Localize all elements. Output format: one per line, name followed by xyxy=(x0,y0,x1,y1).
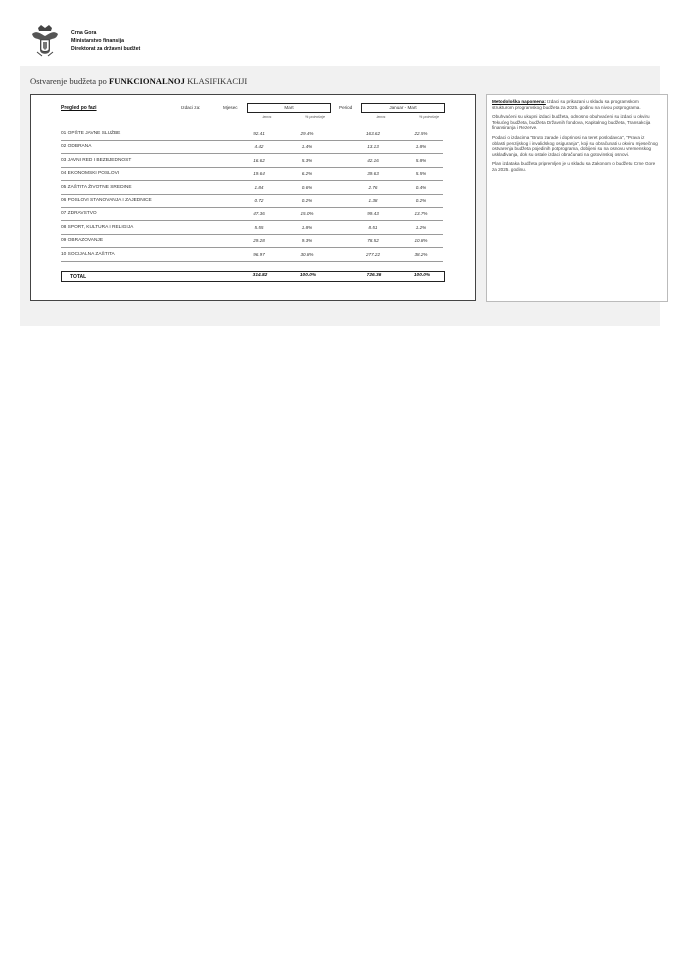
row-m-pct: 0.6% xyxy=(301,184,313,190)
col-month-percent: % potrošnje xyxy=(304,115,326,119)
col-period-amount: iznos xyxy=(376,115,386,119)
row-m-pct: 1.4% xyxy=(301,144,313,150)
period-select[interactable]: Januar - Mart xyxy=(361,103,445,113)
month-label: Mjesec xyxy=(223,105,238,110)
header-country: Crna Gora xyxy=(71,30,97,36)
row-p-pct: 38.2% xyxy=(414,251,428,257)
methodology-notes xyxy=(486,94,668,302)
row-p-pct: 5.5% xyxy=(415,171,427,177)
row-label: 01 OPŠTE JAVNE SLUŽBE xyxy=(61,131,121,136)
total-month-amount: 314.82 xyxy=(252,273,268,278)
report-title-post: KLASIFIKACIJI xyxy=(187,76,248,86)
total-period-percent: 100.0% xyxy=(413,273,431,278)
row-label: 02 ODBRANA xyxy=(61,144,92,150)
row-p-pct: 0.4% xyxy=(415,184,427,190)
row-p-amount: 39.63 xyxy=(367,171,379,177)
row-m-pct: 9.3% xyxy=(301,238,313,244)
row-m-amount: 0.72 xyxy=(254,198,264,203)
row-p-amount: 42.16 xyxy=(367,157,379,163)
total-month-percent: 100.0% xyxy=(299,273,317,278)
notes-paragraph-1 xyxy=(492,99,667,110)
row-p-amount: 1.38 xyxy=(368,198,378,203)
notes-heading: Metodološka napomena: xyxy=(492,99,546,104)
row-m-pct: 6.2% xyxy=(301,171,313,177)
report-title-bold: FUNKCIONALNOJ xyxy=(109,76,185,86)
panel-heading: Pregled po fazi xyxy=(61,105,97,111)
row-p-pct: 5.8% xyxy=(415,157,427,163)
table-row xyxy=(61,128,443,141)
row-m-pct: 1.8% xyxy=(301,224,313,230)
row-p-pct: 22.5% xyxy=(414,131,428,136)
row-m-pct: 30.8% xyxy=(300,251,314,257)
period-label: Period xyxy=(339,105,353,110)
row-label: 06 POSLOVI STANOVANJA I ZAJEDNICE xyxy=(61,198,152,203)
row-p-pct: 10.8% xyxy=(414,238,428,244)
header-directorate: Direktorat za državni budžet xyxy=(71,46,141,52)
filter-label: Izdaci za: xyxy=(181,105,201,110)
row-p-pct: 1.2% xyxy=(415,224,427,230)
total-period-amount: 726.36 xyxy=(366,273,382,278)
row-p-amount: 13.13 xyxy=(367,144,379,150)
row-p-pct: 13.7% xyxy=(414,211,428,217)
row-m-amount: 29.28 xyxy=(253,238,265,244)
row-m-pct: 0.2% xyxy=(301,198,313,203)
row-m-pct: 5.3% xyxy=(301,157,313,163)
row-p-pct: 1.8% xyxy=(415,144,427,150)
row-p-amount: 277.22 xyxy=(365,251,381,257)
row-p-amount: 8.51 xyxy=(368,224,378,230)
header-ministry: Ministarstvo finansija xyxy=(71,38,125,44)
table-row xyxy=(61,168,443,181)
notes-text-1: Izdaci su prikazani u skladu sa programskom strukturom programskog budžeta za 2025. godinu na nivou potprograma. xyxy=(492,99,641,110)
row-label: 04 EKONOMSKI POSLOVI xyxy=(61,171,120,177)
total-label: TOTAL xyxy=(70,274,87,280)
row-p-pct: 0.2% xyxy=(415,198,427,203)
row-m-pct: 15.0% xyxy=(300,211,314,217)
row-m-amount: 19.64 xyxy=(253,171,265,177)
row-m-amount: 96.97 xyxy=(253,251,265,257)
row-label: 10 SOCIJALNA ZAŠTITA xyxy=(61,251,115,257)
table-row xyxy=(61,182,443,195)
table-row xyxy=(61,195,443,208)
report-title xyxy=(30,76,247,86)
coat-of-arms-icon xyxy=(28,24,62,60)
notes-paragraph-3: Podaci o izdacima "Bruto zarade i doprinosi na teret poslodavca", "Prava iz oblasti penzijskog i invalidskog osiguranja", koji su obračunati u okviru mjesečnog ostvarenja budžeta pojedinih potprograma, dobijeni su na osnovu vremenskog usklađivanja, dok su ostale izdaci obračunati na gotovinskoj osnovi. xyxy=(492,134,658,157)
col-month-amount: iznos xyxy=(262,115,272,119)
notes-paragraph-2: Obuhvaćeni su ukupni izdaci budžeta, odnosno obuhvaćeni su izdaci u okviru Tekućeg budžeta, budžeta Državnih fondova, Kapitalnog budžeta, Transakcija finansiranja i Rezerve. xyxy=(492,114,651,131)
row-label: 08 SPORT, KULTURA I RELIGIJA xyxy=(61,224,134,230)
table-row xyxy=(61,235,443,248)
budget-table-panel xyxy=(30,94,476,301)
month-select[interactable]: Mart xyxy=(247,103,331,113)
row-m-pct: 29.4% xyxy=(300,131,314,136)
row-m-amount: 92.41 xyxy=(253,131,265,136)
row-label: 03 JAVNI RED I BEZBJEDNOST xyxy=(61,157,132,163)
row-p-amount: 163.62 xyxy=(365,131,381,136)
row-m-amount: 1.84 xyxy=(254,184,264,190)
row-m-amount: 16.62 xyxy=(253,157,265,163)
table-row xyxy=(61,141,443,154)
col-period-percent: % potrošnje xyxy=(418,115,440,119)
row-p-amount: 99.43 xyxy=(367,211,379,217)
row-label: 07 ZDRAVSTVO xyxy=(61,211,97,217)
row-m-amount: 4.42 xyxy=(254,144,264,150)
row-m-amount: 47.36 xyxy=(253,211,265,217)
row-p-amount: 2.76 xyxy=(368,184,378,190)
table-row xyxy=(61,155,443,168)
report-title-pre: Ostvarenje budžeta po xyxy=(30,76,107,86)
table-row xyxy=(61,222,443,235)
notes-paragraph-4: Plan izdataka budžeta pripremljen je u skladu sa Zakonom o budžetu Crne Gore za 2025. godinu. xyxy=(492,161,656,172)
row-label: 09 OBRAZOVANJE xyxy=(61,238,104,244)
row-label: 05 ZAŠTITA ŽIVOTNE SREDINE xyxy=(61,184,132,190)
table-row xyxy=(61,208,443,221)
row-m-amount: 5.55 xyxy=(254,224,264,230)
row-p-amount: 78.52 xyxy=(367,238,379,244)
table-row xyxy=(61,249,443,262)
total-row xyxy=(61,271,445,282)
